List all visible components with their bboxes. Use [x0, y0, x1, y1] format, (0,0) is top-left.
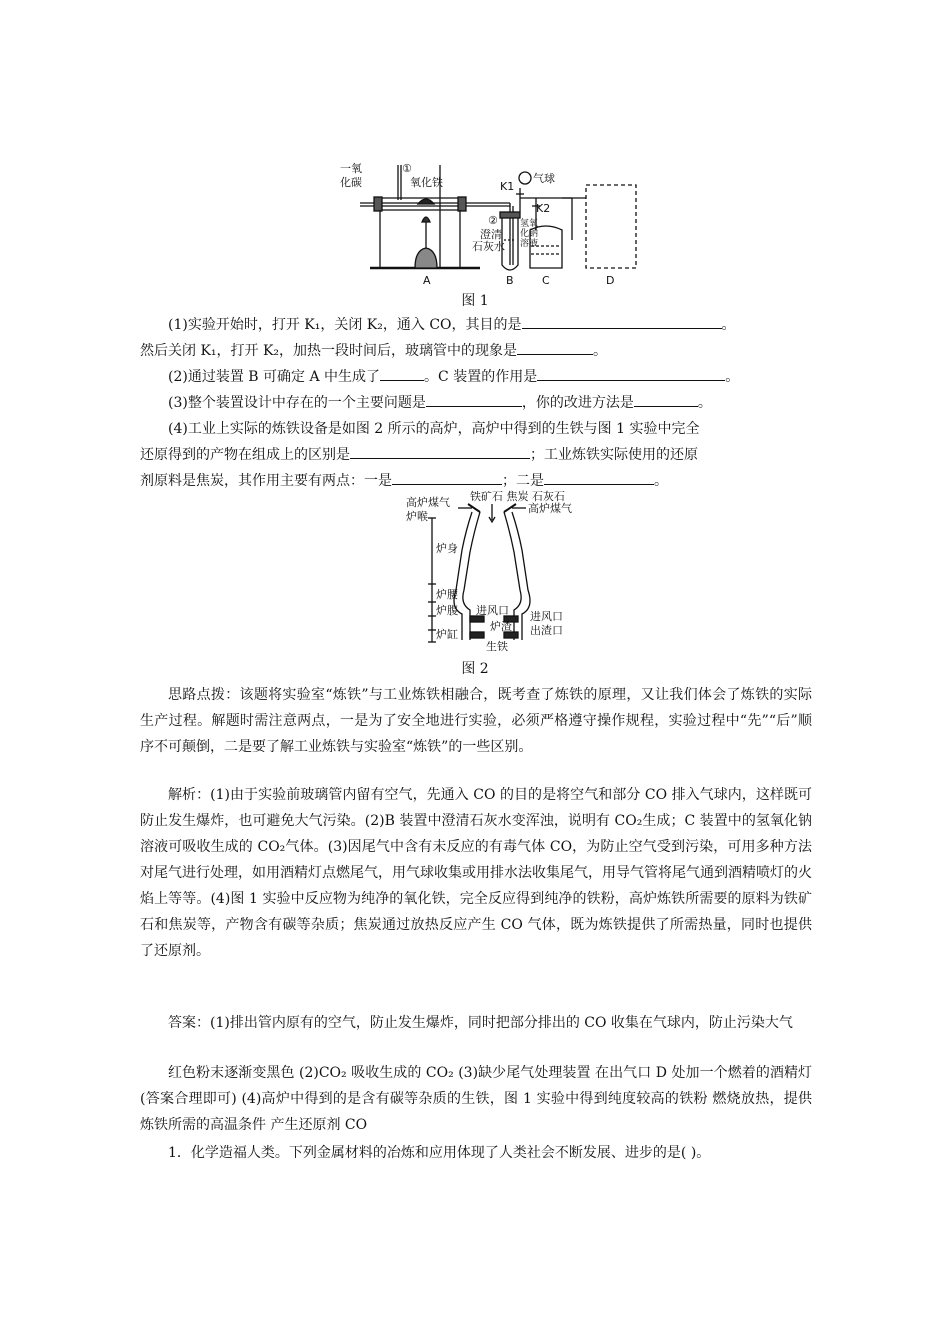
- question-3: (3)整个装置设计中存在的一个主要问题是 ，你的改进方法是 。: [140, 390, 812, 416]
- label-co-2: 化碳: [340, 176, 362, 189]
- label-hearth: 炉缸: [436, 628, 458, 641]
- label-c: C: [542, 274, 550, 287]
- label-throat: 炉喉: [406, 510, 428, 523]
- label-slag-outlet: 出渣口: [530, 624, 563, 637]
- next-question: 1．化学造福人类。下列金属材料的冶炼和应用体现了人类社会不断发展、进步的是( )。: [168, 1145, 711, 1161]
- question-2: (2)通过装置 B 可确定 A 中生成了 。C 装置的作用是 。: [140, 364, 812, 390]
- figure-2-caption: 图 2: [461, 661, 489, 677]
- label-d: D: [606, 274, 615, 287]
- answer-blank-1b[interactable]: [517, 340, 593, 355]
- question-4-text-b: 还原得到的产物在组成上的区别是: [140, 447, 350, 463]
- label-a: A: [423, 274, 431, 287]
- label-naoh-3: 溶液: [520, 239, 539, 249]
- answer-blank-4b[interactable]: [392, 470, 502, 485]
- label-waist: 炉腰: [436, 588, 458, 601]
- label-gas-right: 高炉煤气: [528, 502, 572, 515]
- label-k1: K1: [500, 180, 515, 193]
- question-1: (1)实验开始时，打开 K₁，关闭 K₂，通入 CO，其目的是 。 然后关闭 K₁，打开 K₂，加热一段时间后，玻璃管中的现象是 。: [140, 312, 812, 364]
- figure-2-blast-furnace: [400, 490, 590, 652]
- label-slag: 炉渣: [490, 620, 512, 633]
- label-b: B: [506, 274, 514, 287]
- label-k2: K2: [536, 202, 551, 215]
- question-1-text-a: (1)实验开始时，打开 K₁，关闭 K₂，通入 CO，其目的是: [168, 317, 522, 333]
- question-1-text-b-inner: 然后关闭 K₁，打开 K₂，加热一段时间后，玻璃管中的现象是: [140, 343, 518, 359]
- label-naoh-1: 氢氧: [520, 219, 539, 229]
- figure-1-apparatus: [340, 160, 640, 290]
- answer-blank-3b[interactable]: [634, 392, 698, 407]
- question-4-line-2: [112, 442, 698, 468]
- label-marker-1: ①: [402, 162, 412, 175]
- answer-blank-3a[interactable]: [426, 392, 522, 407]
- question-2-text-a: (2)通过装置 B 可确定 A 中生成了: [168, 369, 381, 385]
- label-co-1: 一氧: [340, 162, 362, 175]
- question-3-text-a: (3)整个装置设计中存在的一个主要问题是: [168, 395, 426, 411]
- answer-blank-4a[interactable]: [350, 444, 530, 459]
- hint-paragraph: 思路点拨：该题将实验室“炼铁”与工业炼铁相融合，既考查了炼铁的原理，又让我们体会了炼铁的实际生产过程。解题时需注意两点，一是为了安全地进行实验，必须严格遵守操作规程，实验过程中“先”“后”顺序不可颠倒，二是要了解工业炼铁与实验室“炼铁”的一些区别。: [140, 687, 812, 755]
- label-body: 炉身: [436, 542, 458, 555]
- label-marker-2: ②: [488, 214, 498, 227]
- label-tuyere-left: 进风口: [476, 604, 509, 617]
- answer-blank-1a[interactable]: [522, 314, 722, 329]
- label-balloon: 气球: [533, 172, 555, 185]
- question-4: [140, 416, 812, 494]
- label-limewater-2: 石灰水: [472, 240, 505, 253]
- label-naoh-2: 化钠: [520, 229, 539, 239]
- label-limewater-1: 澄清: [480, 228, 502, 241]
- label-iron-oxide: 氧化铁: [410, 176, 443, 189]
- question-3-text-b: ，你的改进方法是: [521, 395, 634, 411]
- answer-paragraph-1: 答案：(1)排出管内原有的空气，防止发生爆炸，同时把部分排出的 CO 收集在气球内，防止污染大气: [168, 1015, 793, 1031]
- question-2-text-b: 。C 装置的作用是: [424, 369, 538, 385]
- question-1-text-b: 然后关闭 K₁，打开 K₂，加热一段时间后，玻璃管中的现象是 。: [112, 338, 607, 364]
- label-bosh: 炉腹: [436, 604, 458, 617]
- label-tuyere-right: 进风口: [530, 610, 563, 623]
- answer-blank-4c[interactable]: [544, 470, 654, 485]
- explanation-paragraph: 解析：(1)由于实验前玻璃管内留有空气，先通入 CO 的目的是将空气和部分 CO 排入气球内，这样既可防止发生爆炸，也可避免大气污染。(2)B 装置中澄清石灰水变浑浊，说明有 CO₂生成；C 装置中的氢氧化钠溶液可吸收生成的 CO₂气体。(3)因尾气中含有未反应的有毒气体 CO，为防止空气受到污染，可用多种方法对尾气进行处理，如用酒精灯点燃尾气，用气球收集或用排水法收集尾气，用导气管将尾气通到酒精喷灯的火焰上等等。(4)图 1 实验中反应物为纯净的氧化铁，完全反应得到纯净的铁粉，高炉炼铁所需要的原料为铁矿石和焦炭等，产物含有碳等杂质；焦炭通过放热反应产生 CO 气体，既为炼铁提供了所需热量，同时也提供了还原剂。: [140, 787, 812, 959]
- question-4-text-e: ；二是: [502, 473, 544, 489]
- answer-paragraph-2: 红色粉末逐渐变黑色 (2)CO₂ 吸收生成的 CO₂ (3)缺少尾气处理装置 在出气口 D 处加一个燃着的酒精灯(答案合理即可) (4)高炉中得到的是含有碳等杂质的生铁，图 1 实验中得到纯度较高的铁粉 燃烧放热，提供炼铁所需的高温条件 产生还原剂 CO: [140, 1065, 812, 1133]
- label-top-materials: 铁矿石 焦炭 石灰石: [470, 490, 565, 503]
- label-gas-left: 高炉煤气: [406, 496, 450, 509]
- answer-blank-2b[interactable]: [537, 366, 725, 381]
- label-pig-iron: 生铁: [486, 640, 508, 652]
- question-4-line-3: 剂原料是焦炭，其作用主要有两点：一是 ；二是 。: [112, 468, 668, 494]
- answer-blank-2a[interactable]: [380, 366, 424, 381]
- question-4-text-c: ；工业炼铁实际使用的还原: [530, 447, 698, 463]
- question-4-text-d: 剂原料是焦炭，其作用主要有两点：一是: [140, 473, 392, 489]
- figure-1-caption: 图 1: [461, 293, 489, 309]
- question-4-text-a: (4)工业上实际的炼铁设备是如图 2 所示的高炉，高炉中得到的生铁与图 1 实验中完全: [168, 421, 700, 437]
